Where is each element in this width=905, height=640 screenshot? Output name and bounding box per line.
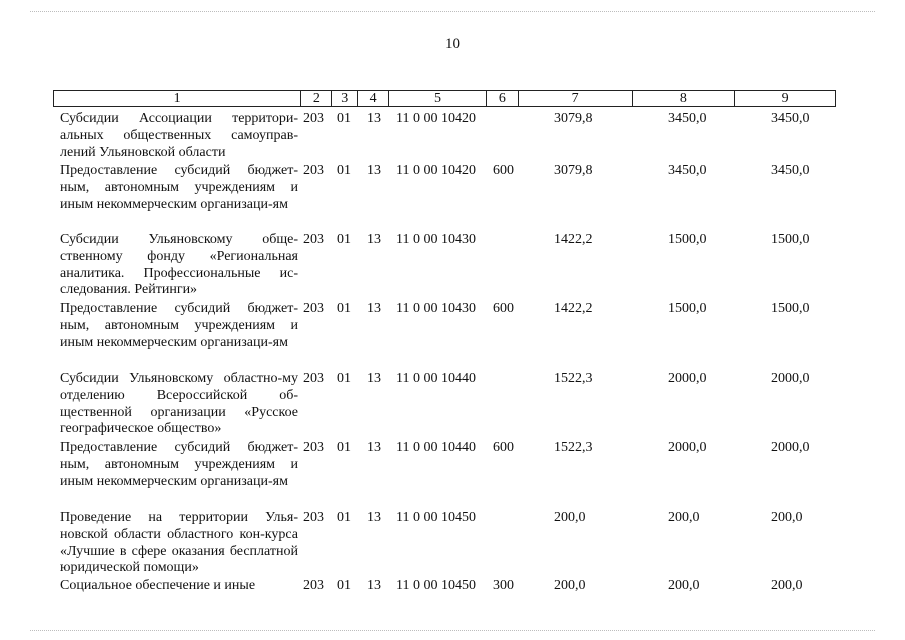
row-col-3: 01 <box>337 510 351 525</box>
row-col-9: 200,0 <box>771 578 803 593</box>
header-col-2: 2 <box>301 91 332 106</box>
row-description: Субсидии Ульяновскому областно-му отделению Всероссийской об-щественной организации «Русское географическое общество» <box>60 371 298 437</box>
row-col-9: 1500,0 <box>771 301 810 316</box>
row-col-9: 2000,0 <box>771 440 810 455</box>
row-col-3: 01 <box>337 232 351 247</box>
row-description: Предоставление субсидий бюджет-ным, автономным учреждениям и иным некоммерческим организаци-ям <box>60 301 298 350</box>
scan-artifact-top <box>30 11 875 12</box>
row-col-2: 203 <box>303 232 324 247</box>
row-col-7: 1422,2 <box>554 232 593 247</box>
row-col-7: 200,0 <box>554 510 586 525</box>
header-col-3: 3 <box>332 91 358 106</box>
row-col-7: 1522,3 <box>554 371 593 386</box>
row-col-5: 11 0 00 10420 <box>396 111 476 126</box>
row-col-6: 600 <box>493 440 514 455</box>
scan-artifact-bottom <box>30 630 875 631</box>
row-col-4: 13 <box>367 578 381 593</box>
row-col-4: 13 <box>367 371 381 386</box>
row-col-2: 203 <box>303 301 324 316</box>
row-col-5: 11 0 00 10450 <box>396 578 476 593</box>
row-col-5: 11 0 00 10430 <box>396 232 476 247</box>
row-col-6: 600 <box>493 301 514 316</box>
header-col-6: 6 <box>487 91 519 106</box>
row-col-3: 01 <box>337 440 351 455</box>
row-col-7: 200,0 <box>554 578 586 593</box>
row-col-3: 01 <box>337 163 351 178</box>
page-number: 10 <box>445 36 460 52</box>
row-col-3: 01 <box>337 578 351 593</box>
header-col-8: 8 <box>633 91 736 106</box>
row-col-7: 3079,8 <box>554 163 593 178</box>
row-description: Проведение на территории Улья-новской области областного кон-курса «Лучшие в сфере оказания бесплатной юридической помощи» <box>60 510 298 576</box>
row-col-6: 600 <box>493 163 514 178</box>
header-col-7: 7 <box>519 91 633 106</box>
row-col-9: 1500,0 <box>771 232 810 247</box>
row-col-4: 13 <box>367 163 381 178</box>
row-col-7: 1522,3 <box>554 440 593 455</box>
row-col-5: 11 0 00 10440 <box>396 371 476 386</box>
row-description: Социальное обеспечение и иные <box>60 578 256 593</box>
row-col-2: 203 <box>303 163 324 178</box>
row-col-4: 13 <box>367 111 381 126</box>
row-col-6: 300 <box>493 578 514 593</box>
row-col-9: 200,0 <box>771 510 803 525</box>
row-col-9: 3450,0 <box>771 111 810 126</box>
row-col-4: 13 <box>367 510 381 525</box>
row-description: Субсидии Ассоциации территори-альных общественных самоуправ-лений Ульяновской области <box>60 111 298 160</box>
row-description: Субсидии Ульяновскому обще-ственному фонду «Региональная аналитика. Профессиональные ис-следования. Рейтинги» <box>60 232 298 298</box>
table-header <box>53 90 836 107</box>
row-description: Предоставление субсидий бюджет-ным, автономным учреждениям и иным некоммерческим организаци-ям <box>60 440 298 489</box>
row-col-2: 203 <box>303 371 324 386</box>
row-col-9: 3450,0 <box>771 163 810 178</box>
row-col-2: 203 <box>303 440 324 455</box>
row-col-8: 2000,0 <box>668 440 707 455</box>
row-col-8: 200,0 <box>668 578 700 593</box>
row-col-5: 11 0 00 10440 <box>396 440 476 455</box>
row-col-2: 203 <box>303 111 324 126</box>
row-col-5: 11 0 00 10420 <box>396 163 476 178</box>
row-col-3: 01 <box>337 111 351 126</box>
row-col-8: 1500,0 <box>668 301 707 316</box>
header-col-1: 1 <box>54 91 301 106</box>
row-col-2: 203 <box>303 510 324 525</box>
row-description: Предоставление субсидий бюджет-ным, автономным учреждениям и иным некоммерческим организаци-ям <box>60 163 298 212</box>
row-col-4: 13 <box>367 301 381 316</box>
row-col-3: 01 <box>337 301 351 316</box>
row-col-4: 13 <box>367 440 381 455</box>
row-col-8: 200,0 <box>668 510 700 525</box>
row-col-9: 2000,0 <box>771 371 810 386</box>
row-col-8: 1500,0 <box>668 232 707 247</box>
row-col-5: 11 0 00 10450 <box>396 510 476 525</box>
header-col-5: 5 <box>389 91 487 106</box>
row-col-3: 01 <box>337 371 351 386</box>
row-col-2: 203 <box>303 578 324 593</box>
row-col-8: 3450,0 <box>668 163 707 178</box>
row-col-8: 2000,0 <box>668 371 707 386</box>
row-col-7: 1422,2 <box>554 301 593 316</box>
row-col-8: 3450,0 <box>668 111 707 126</box>
row-col-4: 13 <box>367 232 381 247</box>
row-col-5: 11 0 00 10430 <box>396 301 476 316</box>
row-col-7: 3079,8 <box>554 111 593 126</box>
header-col-9: 9 <box>781 91 789 106</box>
header-col-4: 4 <box>358 91 389 106</box>
